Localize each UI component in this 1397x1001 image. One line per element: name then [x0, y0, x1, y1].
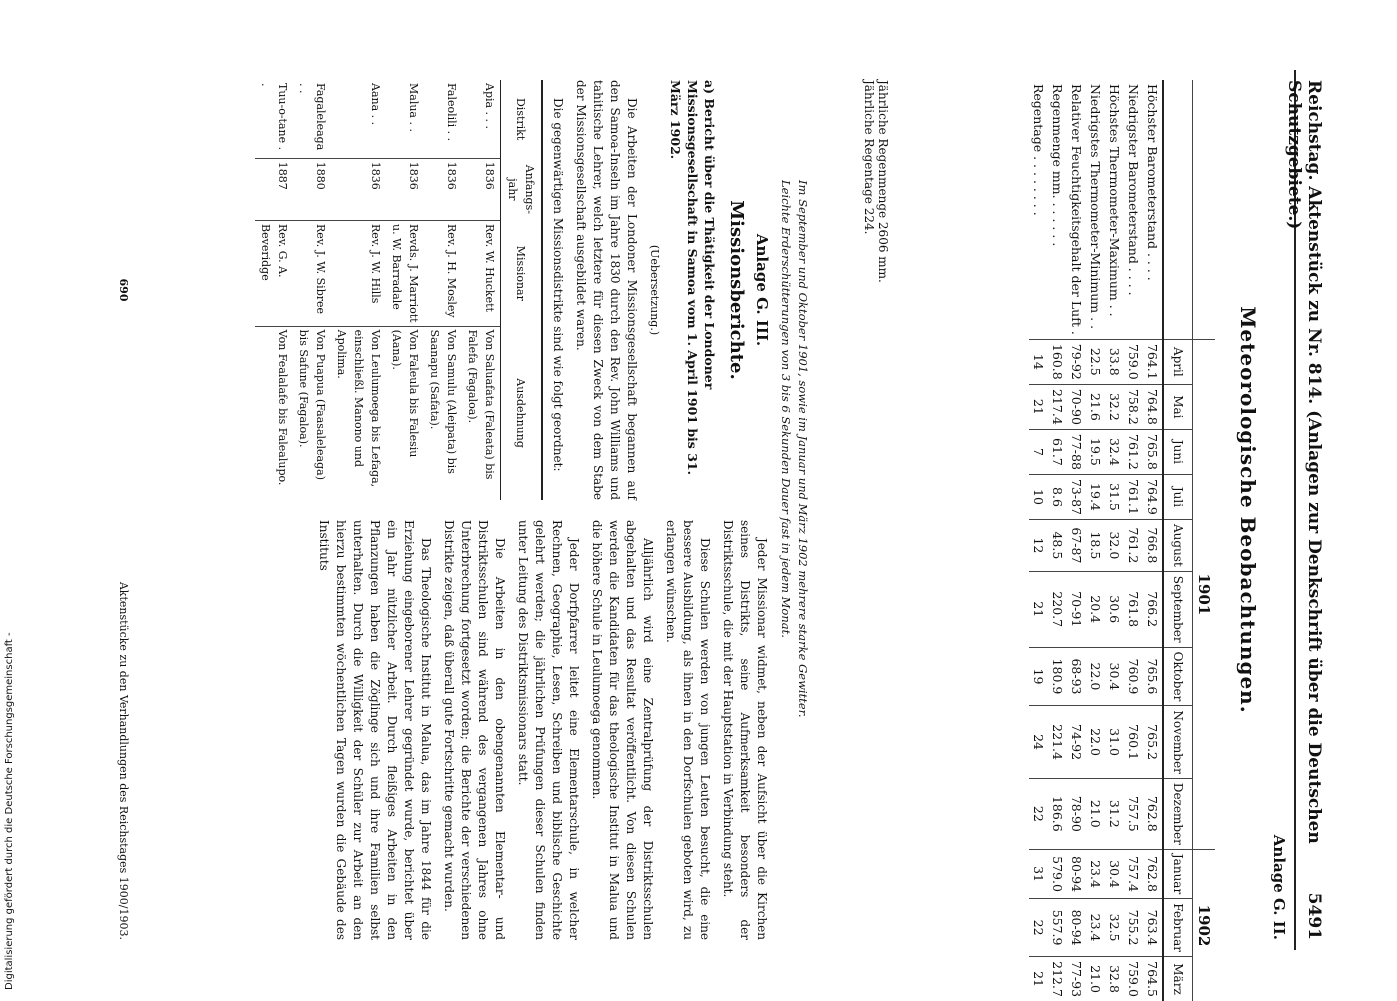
- row-label: Höchster Barometerstand . . . .: [1143, 80, 1163, 339]
- table-cell: 21.0: [1086, 778, 1105, 849]
- district-extent: Von Faleula bis Falesiu (Aana).: [386, 326, 424, 500]
- district-year: 1880: [293, 158, 331, 220]
- page-number: 690: [117, 80, 130, 500]
- district-missionary: Rev. G. A. Beveridge: [255, 221, 293, 327]
- table-cell: 74-92: [1067, 706, 1086, 779]
- table-cell: 78-90: [1067, 778, 1086, 849]
- table-cell: 21: [1029, 571, 1048, 647]
- meteorological-table: [1029, 80, 1215, 1001]
- right-column: [309, 520, 770, 940]
- district-missionary: Revds. J. Marriott u. W. Barradale: [386, 221, 424, 327]
- table-cell: 764.9: [1143, 474, 1163, 519]
- row-label: Höchstes Thermometer-Maximum . .: [1105, 80, 1124, 339]
- table-row: [1048, 80, 1067, 1001]
- table-cell: 765.8: [1143, 429, 1163, 474]
- table-cell: 761.1: [1124, 474, 1143, 519]
- table-cell: 186.6: [1048, 778, 1067, 849]
- report-subtitle: (Uebersetzung.): [646, 80, 663, 500]
- table-cell: 22: [1029, 778, 1048, 849]
- table-cell: 764.5: [1143, 957, 1163, 1001]
- district-header-row: [501, 80, 543, 500]
- table-cell: 10: [1029, 474, 1048, 519]
- year-col-header: Anfangs-jahr: [501, 158, 543, 220]
- footnote: Im September und Oktober 1901, sowie im Januar und März 1902 mehrere starke Gewitter.: [796, 180, 810, 940]
- month-header: März: [1163, 957, 1193, 1001]
- table-cell: 70-90: [1067, 384, 1086, 429]
- district-row: [462, 80, 501, 500]
- district-missionary: Rev. J. H. Mosley: [424, 221, 462, 327]
- table-row: [1124, 80, 1143, 1001]
- district-extent: Von Leulumoega bis Lefaga, einschließl. Manono und Apolima.: [331, 326, 386, 500]
- district-missionary: Rev. J. W. Sibree: [293, 221, 331, 327]
- paragraph: Das Theologische Institut in Malua, das im Jahre 1844 für die Erziehung eingeborener Lehrer gegründet wurde, berichtet über ein Jahr nützlicher Arbeit. Durch fleißiges Arbeiten in den Pflanzungen haben die Zöglinge sich und ihre Familien selbst unterhalten. Durch die Willigkeit der Schüler zur Arbeit an den hierzu bestimmten wöchentlichen Tagen wurden die Gebäude des Instituts: [315, 520, 434, 940]
- district-year: 1836: [331, 158, 386, 220]
- month-header: Februar: [1163, 899, 1193, 957]
- table-cell: 22.5: [1086, 339, 1105, 384]
- table-row: [1086, 80, 1105, 1001]
- paragraph: Die Arbeiten der Londoner Missionsgesellschaft begannen auf den Samoa-Inseln im Jahre 1830 durch den Rev. John Williams und tahitische Lehrer, welch letztere für diesen Zweck von dem Stabe der Missionsgesellschaft ausgebildet waren.: [572, 80, 640, 500]
- month-header: Juli: [1163, 474, 1193, 519]
- table-row: [1105, 80, 1124, 1001]
- missionary-col-header: Missionar: [501, 221, 543, 327]
- district-extent: Von Fealalafe bis Falealupo.: [255, 326, 293, 500]
- district-year: 1887: [255, 158, 293, 220]
- year-1902: 1902: [1193, 849, 1216, 1001]
- district-extent: Von Samulu (Aleipata) bis Saanapu (Safata).: [424, 326, 462, 500]
- table-cell: 30.4: [1105, 849, 1124, 898]
- annual-note: Jährliche Regentage 224.: [862, 80, 876, 940]
- table-cell: 221.4: [1048, 706, 1067, 779]
- table-cell: 217.4: [1048, 384, 1067, 429]
- table-cell: 557.9: [1048, 899, 1067, 957]
- table-cell: 764.8: [1143, 384, 1163, 429]
- table-cell: 761.2: [1124, 429, 1143, 474]
- table-cell: 30.4: [1105, 647, 1124, 706]
- table-cell: 68-93: [1067, 647, 1086, 706]
- table-cell: 180.9: [1048, 647, 1067, 706]
- table-cell: 21: [1029, 384, 1048, 429]
- district-missionary: Rev. J. W. Hills: [331, 221, 386, 327]
- table-cell: 761.2: [1124, 520, 1143, 572]
- table-cell: 755.2: [1124, 899, 1143, 957]
- table-cell: 762.8: [1143, 778, 1163, 849]
- annual-note: Jährliche Regenmenge 2606 mm.: [876, 80, 890, 940]
- annex-ii-label: Anlage G. II.: [1270, 835, 1288, 940]
- footnote: Leichte Erderschütterungen von 3 bis 6 Sekunden Dauer fast in jedem Monat.: [779, 180, 793, 940]
- table-cell: 67-87: [1067, 520, 1086, 572]
- district-year: 1836: [462, 158, 501, 220]
- table-cell: 32.0: [1105, 520, 1124, 572]
- table-cell: 23.4: [1086, 849, 1105, 898]
- table-cell: 80-94: [1067, 899, 1086, 957]
- month-header-row: [1163, 80, 1193, 1001]
- month-header: Juni: [1163, 429, 1193, 474]
- table-cell: 32.2: [1105, 384, 1124, 429]
- table-cell: 21.0: [1086, 957, 1105, 1001]
- table-cell: 760.1: [1124, 706, 1143, 779]
- month-header: April: [1163, 339, 1193, 384]
- district-row: [386, 80, 424, 500]
- paragraph: Diese Schulen werden von jungen Leuten besucht, die eine bessere Ausbildung, als ihnen in den Dorfschulen geboten wird, zu erlangen wünschen.: [662, 520, 713, 940]
- year-header-row: [1193, 80, 1216, 1001]
- table-cell: 763.4: [1143, 899, 1163, 957]
- table-cell: 73-87: [1067, 474, 1086, 519]
- table-cell: 31: [1029, 849, 1048, 898]
- district-extent: Von Puapua (Faasaleleaga) bis Safune (Fagaloa).: [293, 326, 331, 500]
- header-title: Reichstag. Aktenstück zu Nr. 814. (Anlagen zur Denkschrift über die Deutschen Schutzgebiete.): [1284, 80, 1324, 950]
- month-header: November: [1163, 706, 1193, 779]
- table-cell: 765.6: [1143, 647, 1163, 706]
- table-cell: 760.9: [1124, 647, 1143, 706]
- table-cell: 19.5: [1086, 429, 1105, 474]
- table-cell: 160.8: [1048, 339, 1067, 384]
- month-header: Januar: [1163, 849, 1193, 898]
- digitization-credit: [4, 610, 18, 995]
- table-cell: 757.4: [1124, 849, 1143, 898]
- table-cell: 31.0: [1105, 706, 1124, 779]
- paragraph: Alljährlich wird eine Zentralprüfung der Distriktsschulen abgehalten und das Resultat veröffentlicht. Von diesen Schulen werden die Kandidaten für das theologische Institut in Malua und die höhere Schule in Leulumoega genommen.: [588, 520, 656, 940]
- table-cell: 766.2: [1143, 571, 1163, 647]
- running-header: [1294, 70, 1330, 950]
- table-cell: 757.5: [1124, 778, 1143, 849]
- table-cell: 22: [1029, 899, 1048, 957]
- district-missionary: Rev. W. Huckett: [462, 221, 501, 327]
- month-header: Mai: [1163, 384, 1193, 429]
- district-row: [331, 80, 386, 500]
- district-row: [255, 80, 293, 500]
- row-label: Relativer Feuchtigkeitsgehalt der Luft .: [1067, 80, 1086, 339]
- scanned-page: [90, 70, 1330, 950]
- table-cell: 22.0: [1086, 706, 1105, 779]
- table-cell: 79-92: [1067, 339, 1086, 384]
- district-row: [293, 80, 331, 500]
- table-cell: 20.4: [1086, 571, 1105, 647]
- table-cell: 8.6: [1048, 474, 1067, 519]
- row-label: Niedrigster Barometerstand . . . .: [1124, 80, 1143, 339]
- table-cell: 766.8: [1143, 520, 1163, 572]
- district-name: Faleolili . .: [424, 80, 462, 158]
- header-page-number: 5491: [1304, 893, 1324, 940]
- table-cell: 31.5: [1105, 474, 1124, 519]
- district-name: Fagaleleaga . .: [293, 80, 331, 158]
- table-cell: 32.4: [1105, 429, 1124, 474]
- extent-col-header: Ausdehnung: [501, 326, 543, 500]
- table-cell: 22.0: [1086, 647, 1105, 706]
- table-cell: 33.8: [1105, 339, 1124, 384]
- annual-summary: [862, 80, 890, 940]
- paragraph: Die Arbeiten in den obengenannten Elementar- und Distriktsschulen sind während des vergangenen Jahres ohne Unterbrechung fortgesetzt worden; die Berichte der verschiedenen Distrikte zeigen, daß überall gute Fortschritte gemacht wurden.: [440, 520, 508, 940]
- digitization-credit-text: Digitalisierung gefördert durch die Deutsche Forschungsgemeinschaft -: [4, 632, 15, 990]
- row-label: Regentage . . . . . . . .: [1029, 80, 1048, 339]
- table-cell: 18.5: [1086, 520, 1105, 572]
- table-cell: 220.7: [1048, 571, 1067, 647]
- left-column: [255, 80, 770, 500]
- table-cell: 77-88: [1067, 429, 1086, 474]
- table-cell: 19.4: [1086, 474, 1105, 519]
- district-extent: Von Saluafata (Faleata) bis Falefa (Fagaloa).: [462, 326, 501, 500]
- table-row: [1143, 80, 1163, 1001]
- table-cell: 61.7: [1048, 429, 1067, 474]
- month-header: August: [1163, 520, 1193, 572]
- row-label: Regenmenge mm. . . . . . .: [1048, 80, 1067, 339]
- year-header-blank: [1193, 80, 1216, 339]
- table-cell: 48.5: [1048, 520, 1067, 572]
- rotated-page-content: [90, 70, 1330, 950]
- paragraph: Die gegenwärtigen Missionsdistrikte sind wie folgt geordnet:: [549, 80, 566, 500]
- report-title: a) Bericht über die Thätigkeit der Londoner Missionsgesellschaft in Samoa vom 1. April 1901 bis 31. März 1902.: [667, 80, 718, 500]
- district-row: [424, 80, 462, 500]
- table-row: [1067, 80, 1086, 1001]
- table-cell: 14: [1029, 339, 1048, 384]
- table-cell: 764.1: [1143, 339, 1163, 384]
- row-label: Niedrigstes Thermometer-Minimum . .: [1086, 80, 1105, 339]
- district-name: Tuu-o-tane . .: [255, 80, 293, 158]
- year-1901: 1901: [1193, 339, 1216, 849]
- district-name: Apia . . .: [462, 80, 501, 158]
- month-header: September: [1163, 571, 1193, 647]
- table-cell: 77-93: [1067, 957, 1086, 1001]
- table-cell: 759.0: [1124, 957, 1143, 1001]
- district-year: 1836: [424, 158, 462, 220]
- table-cell: 21.6: [1086, 384, 1105, 429]
- footnotes: [776, 180, 810, 940]
- table-cell: 70-91: [1067, 571, 1086, 647]
- district-table: [255, 80, 543, 500]
- two-column-text: [110, 80, 770, 940]
- table-cell: 23.4: [1086, 899, 1105, 957]
- table-cell: 765.2: [1143, 706, 1163, 779]
- table-cell: 762.8: [1143, 849, 1163, 898]
- district-name: Aana . .: [331, 80, 386, 158]
- table-cell: 30.6: [1105, 571, 1124, 647]
- mission-reports-title: Missionsberichte.: [728, 80, 745, 500]
- table-cell: 31.2: [1105, 778, 1124, 849]
- table-cell: 579.0: [1048, 849, 1067, 898]
- table-cell: 32.5: [1105, 899, 1124, 957]
- meteorological-title: Meteorologische Beobachtungen.: [1236, 70, 1260, 950]
- district-col-header: Distrikt: [501, 80, 543, 158]
- annex-iii-label: Anlage G. III.: [753, 80, 770, 500]
- month-header: Dezember: [1163, 778, 1193, 849]
- table-cell: 759.0: [1124, 339, 1143, 384]
- table-cell: 21: [1029, 957, 1048, 1001]
- table-cell: 7: [1029, 429, 1048, 474]
- table-row: [1029, 80, 1048, 1001]
- paragraph: Jeder Dorfpfarrer leitet eine Elementarschule, in welcher Rechnen, Geographie, Lesen, Schreiben und biblische Geschichte gelehrt werden; die jährlichen Prüfungen dieser Schulen finden unter Leitung des Distriktsmissionars statt.: [514, 520, 582, 940]
- month-header: Oktober: [1163, 647, 1193, 706]
- paragraph: Jeder Missionar widmet, neben der Aufsicht über die Kirchen seines Distrikts, seine Aufmerksamkeit besonders der Distriktsschule, die mit der Hauptstation in Verbindung steht.: [719, 520, 770, 940]
- page-footer: Aktenstücke zu den Verhandlungen des Reichstages 1900/1903.: [117, 520, 130, 940]
- table-cell: 80-94: [1067, 849, 1086, 898]
- table-cell: 12: [1029, 520, 1048, 572]
- district-year: 1836: [386, 158, 424, 220]
- table-cell: 24: [1029, 706, 1048, 779]
- left-paragraphs: [549, 80, 640, 500]
- table-cell: 758.2: [1124, 384, 1143, 429]
- district-name: Malua . .: [386, 80, 424, 158]
- table-cell: 761.8: [1124, 571, 1143, 647]
- table-cell: 32.8: [1105, 957, 1124, 1001]
- table-cell: 212.7: [1048, 957, 1067, 1001]
- table-cell: 19: [1029, 647, 1048, 706]
- month-header-blank: [1163, 80, 1193, 339]
